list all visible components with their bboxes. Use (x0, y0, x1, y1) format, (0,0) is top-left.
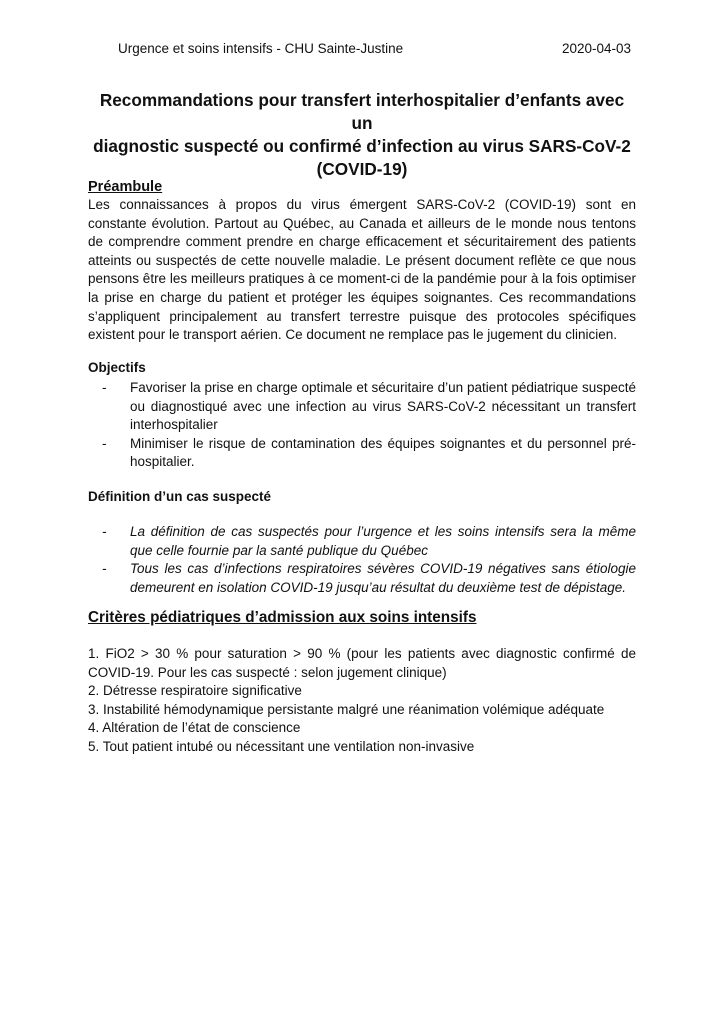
header-date: 2020-04-03 (561, 41, 631, 56)
objectifs-list (88, 379, 636, 472)
list-item (88, 379, 636, 435)
preambule-text: Les connaissances à propos du virus émergent SARS-CoV-2 (COVID-19) sont en constante évolution. Partout au Québec, au Canada et ailleurs de le monde nous tentons de comprendre comment prendre en charge efficacement et sécuritairement des patients atteints ou suspectés de cette nouvelle maladie. Le présent document reflète ce que nous pensons être les meilleurs pratiques à ce moment-ci de la pandémie pour à la fois optimiser la prise en charge du patient et protéger les équipes soignantes. Ces recommandations s’appliquent principalement au transfert terrestre puisque des protocoles spécifiques existent pour le transport aérien. Ce document ne remplace pas le jugement du clinicien. (88, 197, 636, 343)
title-line-1: Recommandations pour transfert interhospitalier d’enfants avec un (99, 90, 625, 133)
dash-marker: - (102, 380, 107, 395)
objectifs-section (88, 359, 636, 472)
list-item: 2. Détresse respiratoire significative (88, 683, 302, 699)
list-item (88, 560, 636, 597)
criteres-heading: Critères pédiatriques d’admission aux soins intensifs (88, 609, 477, 626)
title-line-3: (COVID-19) (316, 159, 408, 179)
list-item: 5. Tout patient intubé ou nécessitant une ventilation non-invasive (88, 738, 475, 754)
criteres-section (88, 609, 636, 757)
preambule-heading: Préambule (88, 179, 163, 195)
objectif-text: Minimiser le risque de contamination des équipes soignantes et du personnel pré-hospitalier. (130, 435, 636, 470)
list-item: 1. FiO2 > 30 % pour saturation > 90 % (pour les patients avec diagnostic confirmé de COVID-19. Pour les cas suspecté : selon jugement clinique) (88, 646, 636, 680)
objectif-text: Favoriser la prise en charge optimale et sécuritaire d’un patient pédiatrique suspecté ou diagnostiqué avec une infection au virus SARS-CoV-2 nécessitant un transfert interhospitalier (130, 380, 636, 433)
dash-marker: - (102, 435, 107, 451)
list-item: 3. Instabilité hémodynamique persistante malgré une réanimation volémique adéquate (88, 701, 605, 717)
definition-section (88, 488, 636, 597)
objectifs-heading: Objectifs (88, 360, 146, 375)
criteres-list (88, 645, 636, 757)
document-title (88, 89, 636, 181)
definition-list (88, 523, 636, 597)
dash-marker: - (102, 524, 107, 539)
preambule-section (88, 178, 636, 345)
header-institution: Urgence et soins intensifs - CHU Sainte-Justine (118, 41, 404, 56)
title-line-2: diagnostic suspecté ou confirmé d’infection au virus SARS-CoV-2 (93, 136, 631, 156)
list-item: 4. Altération de l’état de conscience (88, 720, 301, 736)
definition-text: Tous les cas d’infections respiratoires sévères COVID-19 négatives sans étiologie demeurent en isolation COVID-19 jusqu’au résultat du deuxième test de dépistage. (130, 561, 636, 595)
definition-heading: Définition d’un cas suspecté (88, 489, 272, 504)
list-item (88, 523, 636, 560)
definition-text: La définition de cas suspectés pour l’urgence et les soins intensifs sera la même que celle fournie par la santé publique du Québec (130, 524, 636, 558)
dash-marker: - (102, 561, 107, 577)
list-item (88, 435, 636, 472)
